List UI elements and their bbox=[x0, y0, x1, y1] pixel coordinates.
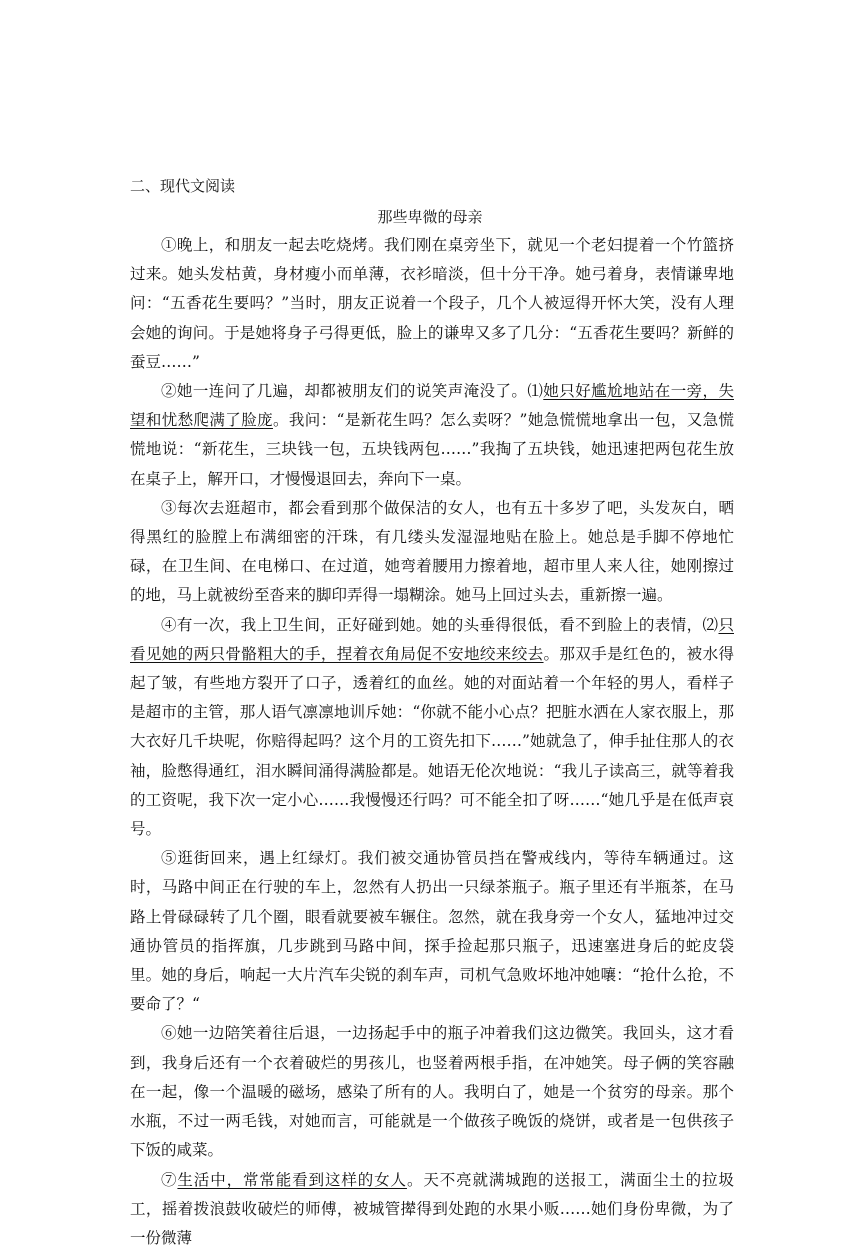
paragraph-text: ⑥她一边陪笑着往后退，一边扬起手中的瓶子冲着我们这边微笑。我回头，这才看到，我身后还有一个衣着破烂的男孩儿，也竖着两根手指，在冲她笑。母子俩的笑容融在一起，像一个温暖的磁场，感染了所有的人。我明白了，她是一个贫穷的母亲。那个水瓶，不过一两毛钱，对她而言，可能就是一个做孩子晚饭的烧饼，或者是一包供孩子下饭的咸菜。 bbox=[130, 1024, 734, 1159]
paragraph-text: 。天不亮就满城跑的送报工，满面尘土的拉圾工，摇着拨浪鼓收破烂的师傅，被城管撵得到处跑的水果小贩……她们身份卑微，为了一份微薄 bbox=[130, 1171, 734, 1247]
paragraph-text: 。那双手是红色的，被水得起了皱，有些地方裂开了口子，透着红的血丝。她的对面站着一个年轻的男人，看样子是超市的主管，那人语气凛凛地训斥她：“你就不能小心点？把脏水洒在人家衣服上，那大衣好几千块呢，你赔得起吗？这个月的工资先扣下……”她就急了，伸手扯住那人的衣袖，脸憋得通红，泪水瞬间涌得满脸都是。她语无伦次地说：“我儿子读高三，就等着我的工资呢，我下次一定小心……我慢慢还行吗？可不能全扣了呀……“她几乎是在低声哀号。 bbox=[130, 645, 734, 838]
paragraph-4 bbox=[130, 611, 734, 845]
paragraph-text: 。我问：“是新花生吗？怎么卖呀？”她急慌慌地拿出一包，又急慌慌地说：“新花生，三块钱一包，五块钱两包……”我掏了五块钱，她迅速把两包花生放在桌子上，解开口，才慢慢退回去，奔向下一桌。 bbox=[130, 411, 734, 487]
paragraph-3 bbox=[130, 494, 734, 611]
paragraph-1 bbox=[130, 231, 734, 377]
underlined-sentence-2: 只看见她的两只骨骼粗大的手，捏着衣角局促不安地绞来绞去 bbox=[130, 616, 734, 663]
paragraph-6 bbox=[130, 1019, 734, 1165]
paragraph-text: ④有一次，我上卫生间，正好碰到她。她的头垂得很低，看不到脸上的表情，⑵ bbox=[161, 616, 718, 634]
section-heading: 二、现代文阅读 bbox=[130, 176, 235, 196]
paragraph-text: ⑦ bbox=[161, 1171, 177, 1189]
paragraph-7 bbox=[130, 1166, 734, 1253]
paragraph-text: ⑤逛街回来，遇上红绿灯。我们被交通协管员挡在警戒线内，等待车辆通过。这时，马路中间正在行驶的车上，忽然有人扔出一只绿茶瓶子。瓶子里还有半瓶茶，在马路上骨碌碌转了几个圈，眼看就要被车辗住。忽然，就在我身旁一个女人，猛地冲过交通协管员的指挥旗，几步跳到马路中间，探手捡起那只瓶子，迅速塞进身后的蛇皮袋里。她的身后，响起一大片汽车尖锐的刹车声，司机气急败坏地冲她嚷：“抢什么抢，不要命了？“ bbox=[130, 849, 734, 1013]
article-title: 那些卑微的母亲 bbox=[0, 207, 860, 227]
article-body bbox=[130, 231, 734, 1253]
paragraph-2 bbox=[130, 377, 734, 494]
paragraph-text: ②她一连问了几遍，却都被朋友们的说笑声淹没了。⑴ bbox=[161, 382, 543, 400]
paragraph-5 bbox=[130, 844, 734, 1019]
paragraph-text: ①晚上，和朋友一起去吃烧烤。我们刚在桌旁坐下，就见一个老妇提着一个竹篮挤过来。她头发枯黄，身材瘦小而单薄，衣衫暗淡，但十分干净。她弓着身，表情谦卑地问：“五香花生要吗？”当时，朋友正说着一个段子，几个人被逗得开怀大笑，没有人理会她的询问。于是她将身子弓得更低，脸上的谦卑又多了几分：“五香花生要吗？新鲜的蚕豆……” bbox=[130, 236, 734, 371]
underlined-sentence-3: 生活中，常常能看到这样的女人 bbox=[177, 1171, 407, 1189]
underlined-sentence-1: 她只好尴尬地站在一旁，失望和忧愁爬满了脸庞 bbox=[130, 382, 734, 429]
paragraph-text: ③每次去逛超市，都会看到那个做保洁的女人，也有五十多岁了吧，头发灰白，晒得黑红的脸膛上布满细密的汗珠，有几缕头发湿湿地贴在脸上。她总是手脚不停地忙碌，在卫生间、在电梯口、在过道，她弯着腰用力擦着地，超市里人来人往，她刚擦过的地，马上就被纷至沓来的脚印弄得一塌糊涂。她马上回过头去，重新擦一遍。 bbox=[130, 499, 734, 605]
